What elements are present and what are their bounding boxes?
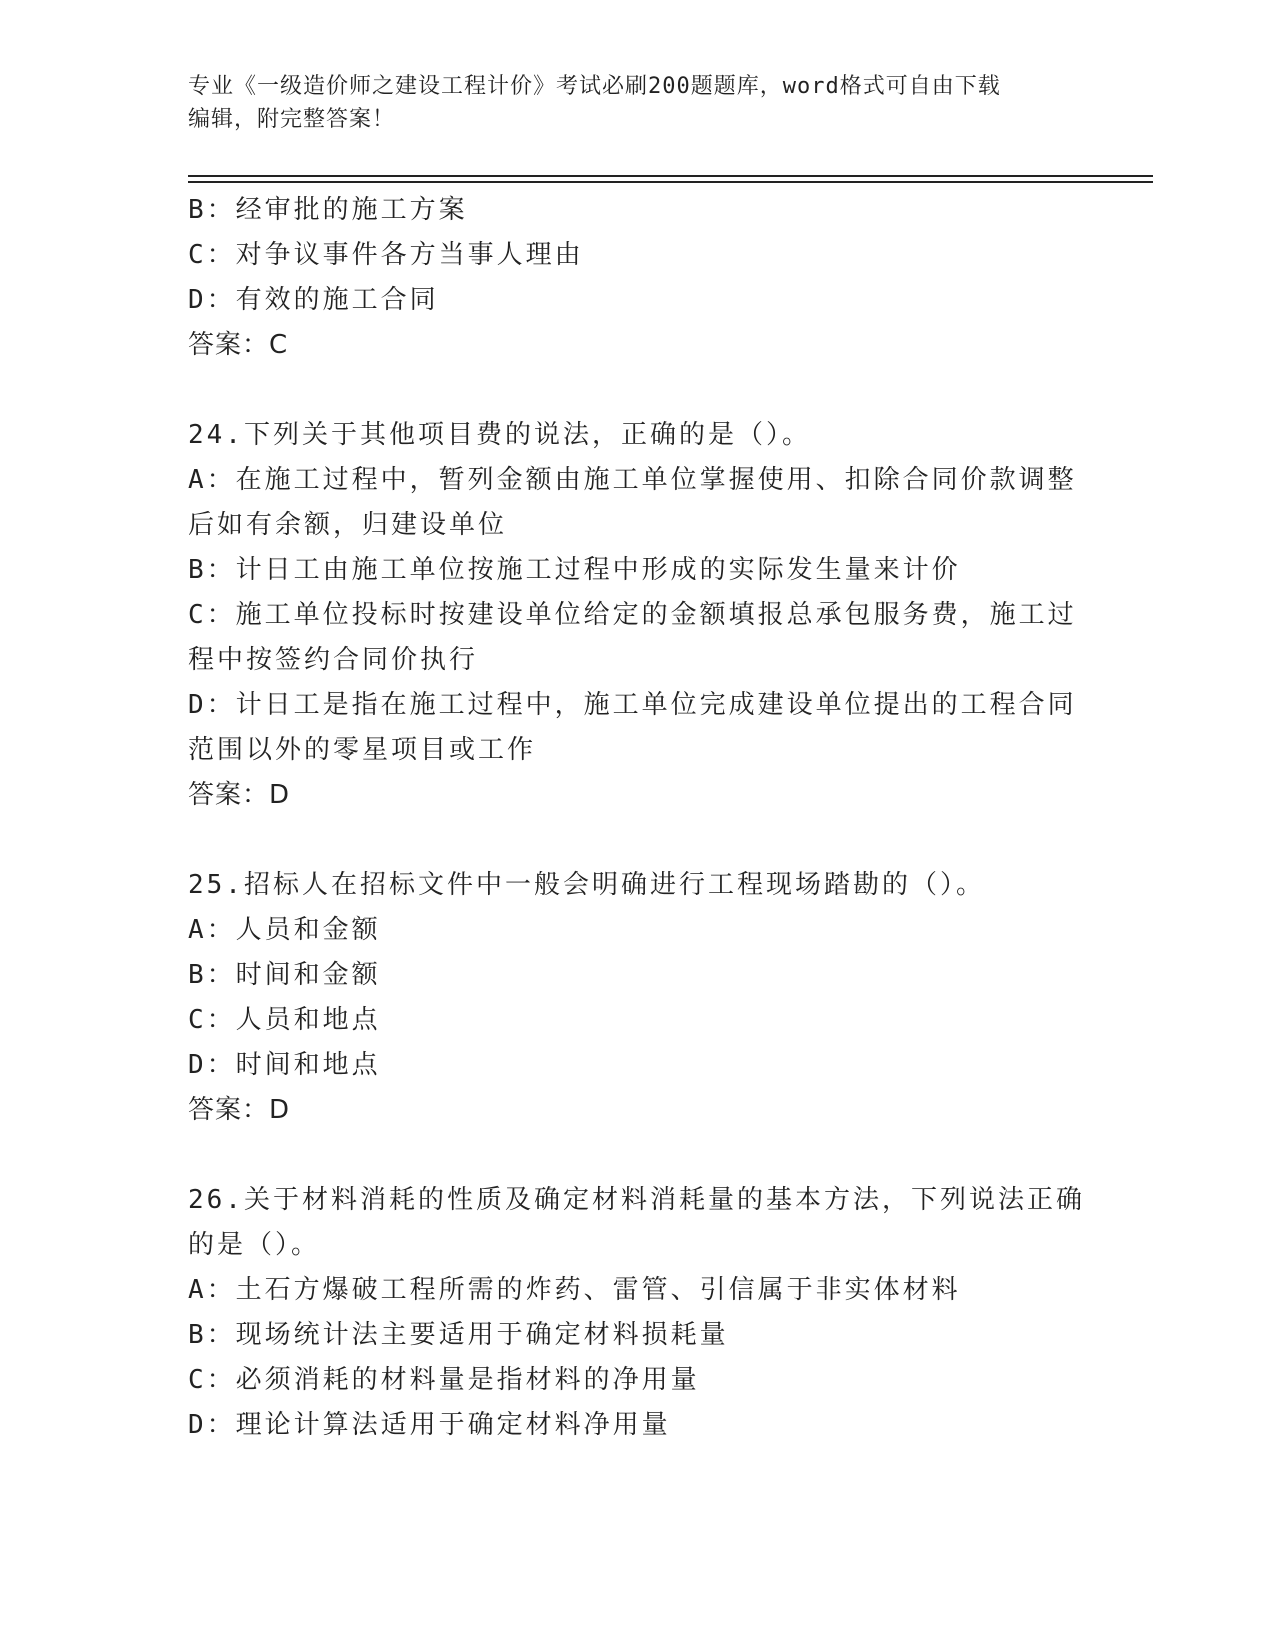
question-25: [188, 863, 1088, 1133]
header-line-2: 编辑，附完整答案！: [188, 107, 396, 132]
question-26: [188, 1178, 1088, 1448]
question-24: [188, 413, 1088, 818]
option-a: A：土石方爆破工程所需的炸药、雷管、引信属于非实体材料: [188, 1275, 961, 1305]
question-stem: 24.下列关于其他项目费的说法，正确的是（）。: [188, 420, 811, 450]
option-b: B：时间和金额: [188, 960, 381, 990]
question-content: [188, 188, 1088, 1448]
option-c: C：人员和地点: [188, 1005, 381, 1035]
option-c-line-2: 程中按签约合同价执行: [188, 645, 479, 675]
spacer: [188, 1133, 1088, 1178]
option-d: D：有效的施工合同: [188, 285, 439, 315]
option-d-line-2: 范围以外的零星项目或工作: [188, 735, 537, 765]
option-c-line-1: C：施工单位投标时按建设单位给定的金额填报总承包服务费，施工过: [188, 600, 1077, 630]
answer-line: 答案：C: [188, 330, 289, 360]
document-header: [188, 70, 1088, 136]
question-stem-line-1: 26.关于材料消耗的性质及确定材料消耗量的基本方法，下列说法正确: [188, 1185, 1085, 1215]
header-line-1: 专业《一级造价师之建设工程计价》考试必刷200题题库，word格式可自由下载: [188, 74, 1001, 99]
option-a-line-1: A：在施工过程中，暂列金额由施工单位掌握使用、扣除合同价款调整: [188, 465, 1077, 495]
prev-question-tail: [188, 188, 1088, 368]
option-a-line-2: 后如有余额，归建设单位: [188, 510, 508, 540]
question-stem: 25.招标人在招标文件中一般会明确进行工程现场踏勘的（）。: [188, 870, 985, 900]
spacer: [188, 368, 1088, 413]
header-rule-bottom: [188, 181, 1153, 183]
answer-line: 答案：D: [188, 780, 291, 810]
option-a: A：人员和金额: [188, 915, 381, 945]
option-c: C：对争议事件各方当事人理由: [188, 240, 584, 270]
spacer: [188, 818, 1088, 863]
header-rule-top: [188, 175, 1153, 177]
option-d: D：理论计算法适用于确定材料净用量: [188, 1410, 671, 1440]
question-stem-line-2: 的是（）。: [188, 1230, 321, 1260]
option-c: C：必须消耗的材料量是指材料的净用量: [188, 1365, 700, 1395]
option-b: B：经审批的施工方案: [188, 195, 468, 225]
answer-line: 答案：D: [188, 1095, 291, 1125]
option-d-line-1: D：计日工是指在施工过程中，施工单位完成建设单位提出的工程合同: [188, 690, 1077, 720]
option-b: B：计日工由施工单位按施工过程中形成的实际发生量来计价: [188, 555, 961, 585]
option-d: D：时间和地点: [188, 1050, 381, 1080]
option-b: B：现场统计法主要适用于确定材料损耗量: [188, 1320, 729, 1350]
